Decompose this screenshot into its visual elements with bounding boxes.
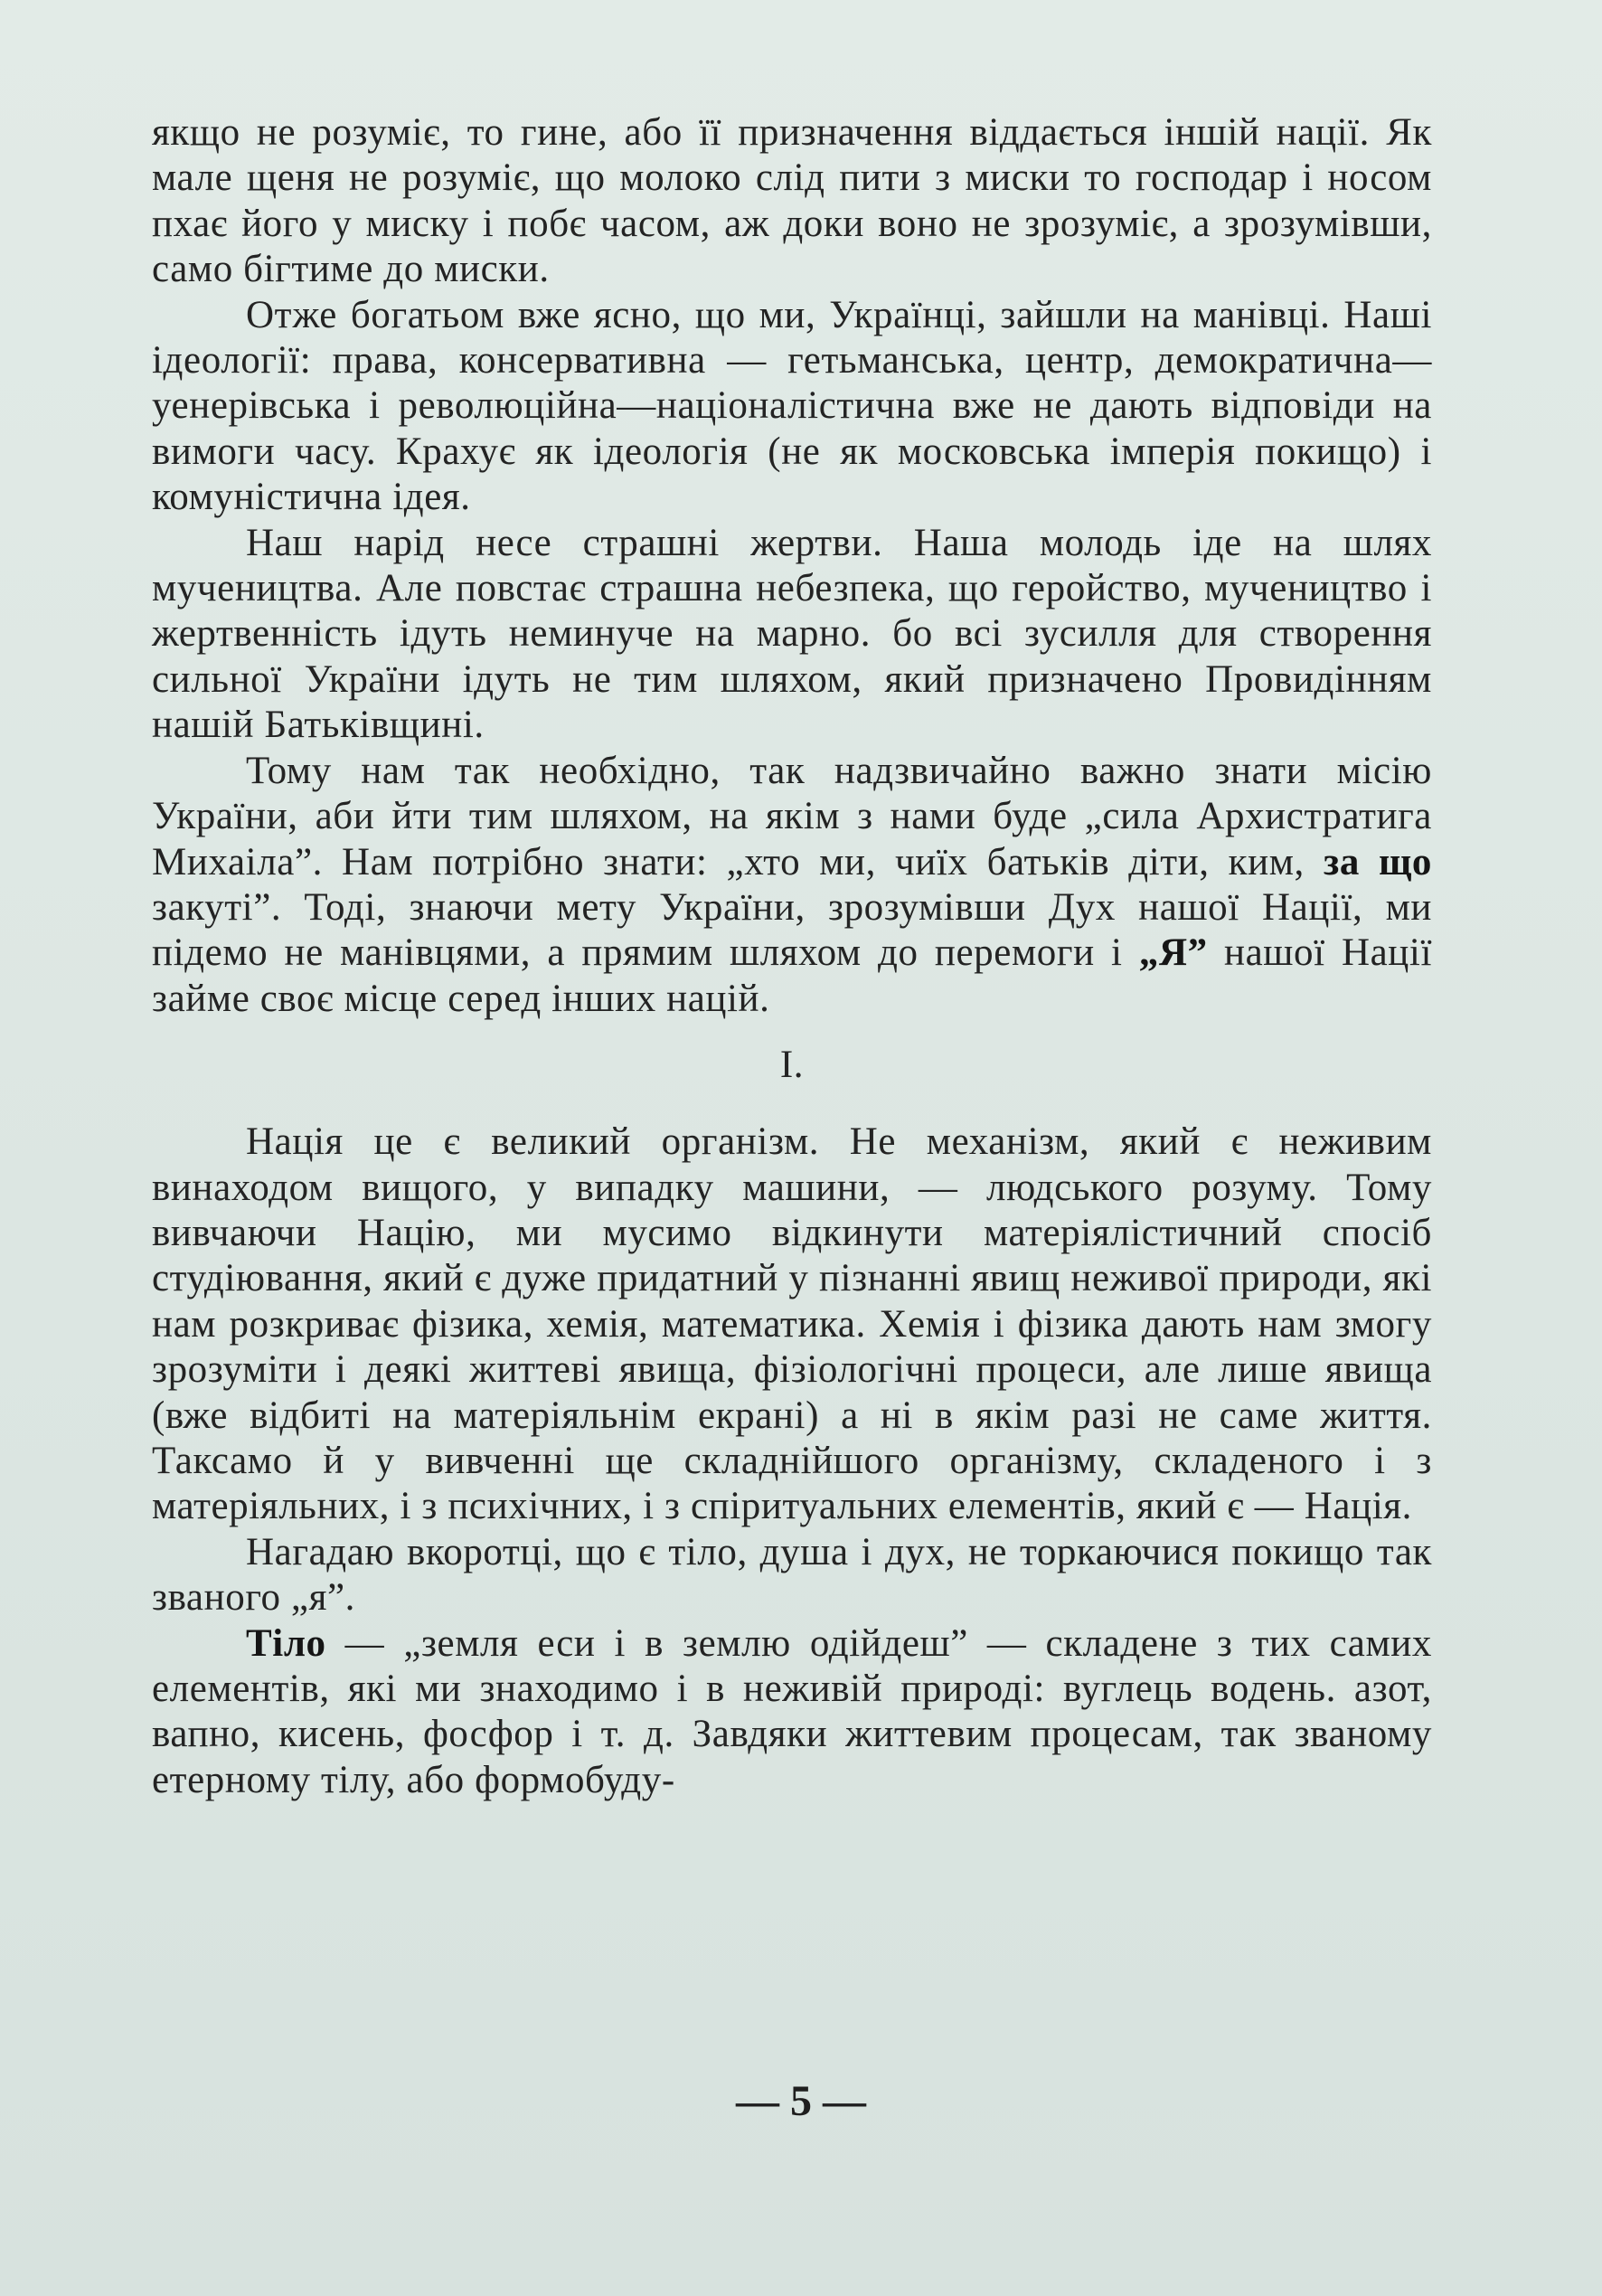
paragraph-continuation: якщо не розуміє, то гине, або її призначення віддається іншій нації. Як мале щеня не розуміє, що молоко слід пити з миски то господар і носом пхає його у миску і побє часом, аж доки воно не зрозуміє, а зрозумівши, само бігтиме до миски. — [152, 111, 1432, 291]
paragraph-nation-organism: Нація це є великий організм. Не механізм, який є неживим винаходом вищого, у випадку машини, — людського розуму. Тому вивчаючи Націю, ми мусимо відкинути матеріялістичний спосіб студіювання, який є дуже придатний у пізнанні явищ неживої природи, які нам розкриває фізика, хемія, математика. Хемія і фізика дають нам змогу зрозуміти і деякі життеві явища, фізіологічні процеси, але лише явища (вже відбиті на матеріяльнім екрані) а ні в якім разі не саме життя. Таксамо й у вивченні ще складнійшого організму, складеного і з матеріяльних, і з психічних, і з спіритуальних елементів, який є — Нація. — [152, 1120, 1432, 1528]
page-number: — 5 — — [736, 2077, 866, 2125]
body-definition-text: — „земля еси і в землю одійдеш” — складене з тих самих елементів, які ми знаходимо і в неживій природі: вуглець водень. азот, вапно, кисень, фосфор і т. д. Завдяки життевим процесам, так званому етерному тілу, або формобуду- — [152, 1621, 1432, 1801]
paragraph-body-definition — [152, 1621, 1432, 1804]
mission-bold-ya: „Я” — [1138, 931, 1208, 975]
section-heading: I. — [779, 1044, 805, 1087]
page-text — [152, 110, 1432, 1803]
mission-text-part3: нашої Нації займе своє місце серед інших націй. — [152, 931, 1432, 1020]
paragraph-manivtsi: Отже богатьом вже ясно, що ми, Українці, зайшли на манівці. Наші ідеології: права, консервативна — гетьманська, центр, демократична—уенерівська і революційна—націоналістична вже не дають відповіди на вимоги часу. Крахує як ідеологія (не як московська імперія покищо) і комуністична ідея. — [152, 293, 1432, 519]
paragraph-sacrifices: Наш нарід несе страшні жертви. Наша молодь іде на шлях мучеництва. Але повстає страшна небезпека, що геройство, мучеництво і жертвенність ідуть неминуче на марно. бо всі зусилля для створення сильної України ідуть не тим шляхом, який призначено Провидінням нашій Батьківщині. — [152, 521, 1432, 747]
mission-bold-za-shcho: за що — [1323, 840, 1432, 883]
paragraph-mission — [152, 749, 1432, 1022]
term-tilo: Тіло — [246, 1621, 326, 1665]
paragraph-body-soul-spirit: Нагадаю вкоротці, що є тіло, душа і дух, не торкаючися покищо так званого „я”. — [152, 1530, 1432, 1620]
mission-text-part2: закуті”. Тоді, знаючи мету України, зрозумівши Дух нашої Нації, ми підемо не манівцями, а прямим шляхом до перемоги і — [152, 885, 1432, 975]
mission-text-part1: Тому нам так необхідно, так надзвичайно важно знати місію України, аби йти тим шляхом, на якім з нами буде „сила Архистратига Михаіла”. Нам потрібно знати: „хто ми, чиїх батьків діти, ким, — [152, 749, 1432, 883]
